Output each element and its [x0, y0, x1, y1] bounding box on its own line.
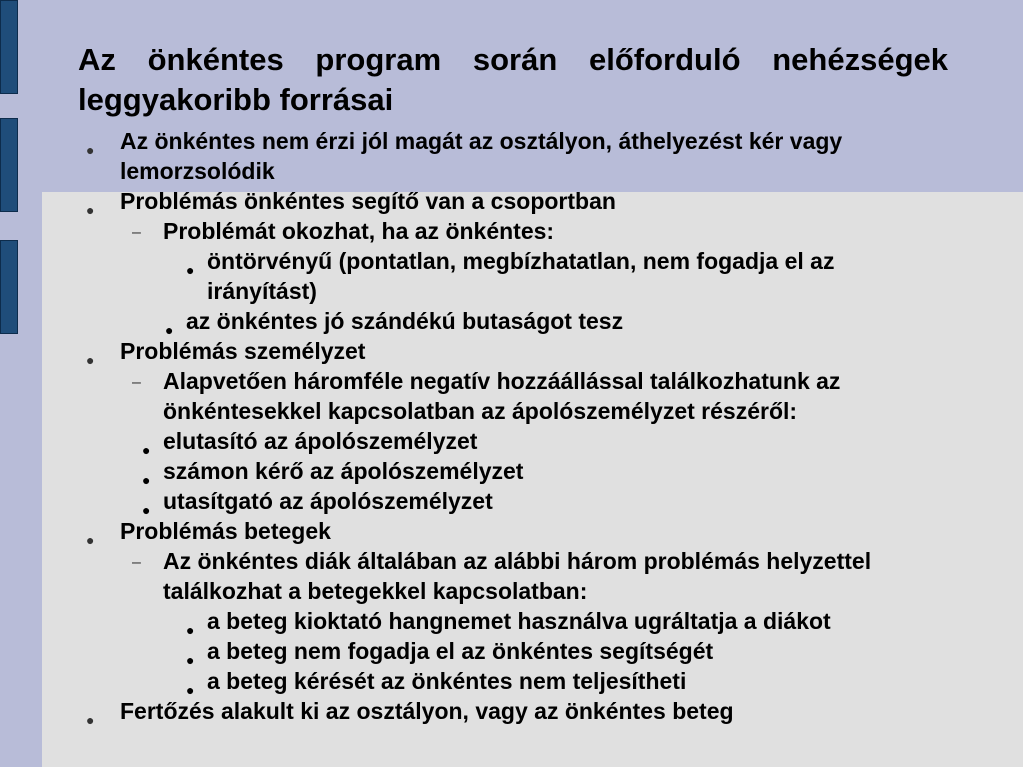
- outline-item-level-1: [86, 516, 950, 548]
- dot-bullet-icon: ●: [86, 712, 95, 728]
- outline-item-level-1: [86, 186, 950, 218]
- dot-bullet-icon: ●: [86, 202, 95, 218]
- dot-bullet-icon: ●: [186, 652, 195, 668]
- outline-item-text: Problémás személyzet: [120, 338, 366, 364]
- outline-item-text: a beteg kioktató hangnemet használva ugráltatja a diákot: [207, 608, 831, 634]
- dash-bullet-icon: –: [132, 224, 141, 241]
- bullet-outline: [0, 126, 1023, 726]
- outline-item-text: Fertőzés alakult ki az osztályon, vagy az önkéntes beteg: [120, 698, 734, 724]
- dot-bullet-icon: ●: [186, 622, 195, 638]
- dot-bullet-icon: ●: [142, 472, 151, 488]
- outline-item-level-3: [142, 456, 950, 488]
- outline-item-level-2: [132, 216, 950, 246]
- outline-item-text: a beteg nem fogadja el az önkéntes segítségét: [207, 638, 714, 664]
- outline-item-text: öntörvényű (pontatlan, megbízhatatlan, nem fogadja el az irányítást): [207, 248, 835, 304]
- outline-item-level-3: [186, 636, 950, 668]
- dot-bullet-icon: ●: [86, 142, 95, 158]
- dot-bullet-icon: ●: [86, 532, 95, 548]
- dash-bullet-icon: –: [132, 554, 141, 571]
- outline-item-text: Problémás betegek: [120, 518, 331, 544]
- dot-bullet-icon: ●: [186, 682, 195, 698]
- side-bar-top: [0, 0, 18, 94]
- outline-item-text: Problémás önkéntes segítő van a csoportban: [120, 188, 616, 214]
- outline-item-level-1: [86, 336, 950, 368]
- outline-item-text: Az önkéntes nem érzi jól magát az osztályon, áthelyezést kér vagy lemorzsolódik: [120, 128, 843, 184]
- outline-item-level-3: [142, 486, 950, 518]
- outline-item-level-3: [186, 246, 950, 306]
- dot-bullet-icon: ●: [142, 502, 151, 518]
- outline-item-level-3: [165, 306, 950, 338]
- outline-item-level-3: [142, 426, 950, 458]
- slide-title: Az önkéntes program során előforduló nehézségek leggyakoribb forrásai: [78, 42, 948, 117]
- outline-item-text: Problémát okozhat, ha az önkéntes:: [163, 218, 555, 244]
- outline-item-text: Az önkéntes diák általában az alábbi három problémás helyzettel találkozhat a betegekkel kapcsolatban:: [163, 548, 872, 604]
- outline-item-text: elutasító az ápolószemélyzet: [163, 428, 478, 454]
- outline-item-level-3: [186, 606, 950, 638]
- outline-item-level-2: [132, 546, 950, 606]
- outline-item-text: az önkéntes jó szándékú butaságot tesz: [186, 308, 624, 334]
- outline-item-level-2: [132, 366, 950, 426]
- outline-item-level-1: [86, 696, 950, 728]
- dot-bullet-icon: ●: [165, 322, 174, 338]
- outline-item-text: számon kérő az ápolószemélyzet: [163, 458, 524, 484]
- dot-bullet-icon: ●: [186, 262, 195, 278]
- dash-bullet-icon: –: [132, 374, 141, 391]
- outline-item-text: utasítgató az ápolószemélyzet: [163, 488, 493, 514]
- outline-item-text: Alapvetően háromféle negatív hozzáállással találkozhatunk az önkéntesekkel kapcsolatban az ápolószemélyzet részéről:: [163, 368, 841, 424]
- dot-bullet-icon: ●: [142, 442, 151, 458]
- outline-item-text: a beteg kérését az önkéntes nem teljesítheti: [207, 668, 687, 694]
- outline-item-level-3: [186, 666, 950, 698]
- dot-bullet-icon: ●: [86, 352, 95, 368]
- outline-item-level-1: [86, 126, 950, 186]
